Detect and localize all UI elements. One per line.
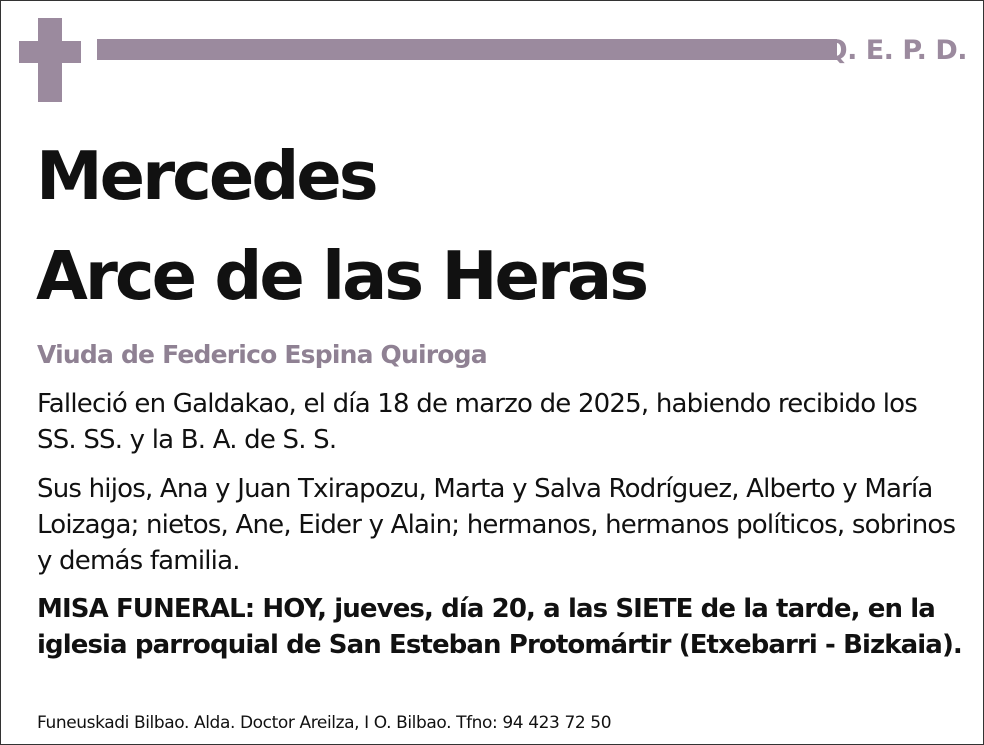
qepd-label: Q. E. P. D. [824, 35, 967, 66]
death-notice-text: Falleció en Galdakao, el día 18 de marzo de 2025, habiendo recibido los SS. SS. y la B. A. de S. S. [37, 389, 918, 455]
funeral-home-footer: Funeuskadi Bilbao. Alda. Doctor Areilza, I O. Bilbao. Tfno: 94 423 72 50 [37, 713, 612, 733]
header-divider-bar [97, 39, 837, 60]
cross-horizontal-bar [19, 41, 81, 63]
family-text: Sus hijos, Ana y Juan Txirapozu, Marta y Salva Rodríguez, Alberto y María Loizaga; nietos, Ane, Eider y Alain; hermanos, hermanos políticos, sobrinos y demás familia. [37, 474, 956, 576]
funeral-mass-text: MISA FUNERAL: HOY, jueves, día 20, a las SIETE de la tarde, en la iglesia parroquial de San Esteban Protomártir (Etxebarri - Bizkaia). [37, 594, 962, 660]
deceased-surnames: Arce de las Heras [36, 237, 647, 315]
widow-of-line: Viuda de Federico Espina Quiroga [37, 340, 487, 369]
deceased-first-name: Mercedes [36, 137, 376, 215]
